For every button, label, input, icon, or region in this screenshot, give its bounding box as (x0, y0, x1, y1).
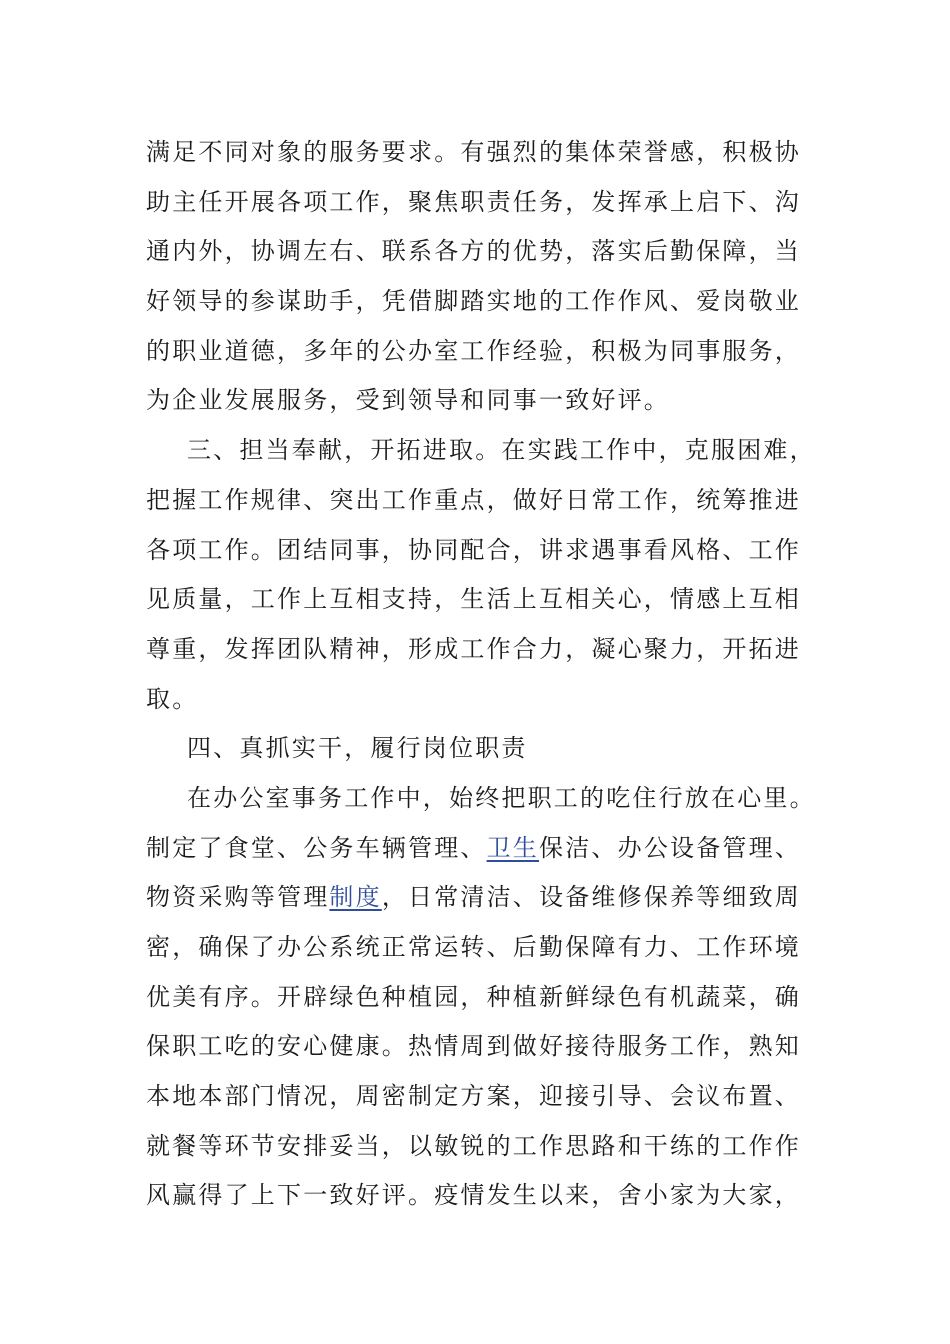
text-line: 密，确保了办公系统正常运转、后勤保障有力、工作环境 (146, 933, 801, 961)
text-segment: 制定了食堂、公务车辆管理、 (146, 833, 487, 862)
text-line: 就餐等环节安排妥当，以敏锐的工作思路和干练的工作作 (146, 1131, 801, 1160)
document-body (146, 128, 816, 1221)
text-line: 见质量，工作上互相支持，生活上互相关心，情感上互相 (146, 585, 801, 614)
link-hygiene[interactable]: 卫生 (486, 833, 540, 862)
text-line: 在办公室事务工作中，始终把职工的吃住行放在心里。 (187, 783, 816, 812)
text-line: 本地本部门情况，周密制定方案，迎接引导、会议布置、 (146, 1082, 801, 1111)
text-segment: 保洁、办公设备管理、 (539, 833, 802, 862)
text-line: 的职业道德，多年的公办室工作经验，积极为同事服务， (146, 336, 801, 365)
text-line: 优美有序。开辟绿色种植园，种植新鲜绿色有机蔬菜，确 (146, 982, 801, 1011)
text-line-with-link (146, 824, 802, 874)
section-heading-3: 三、担当奉献，开拓进取。在实践工作中，克服困难， (187, 436, 816, 465)
text-line: 把握工作规律、突出工作重点，做好日常工作，统筹推进 (146, 485, 801, 514)
text-line: 好领导的参谋助手，凭借脚踏实地的工作作风、爱岗敬业 (146, 287, 801, 316)
text-line: 各项工作。团结同事，协同配合，讲求遇事看风格、工作 (146, 535, 801, 564)
text-line: 为企业发展服务，受到领导和同事一致好评。 (146, 386, 670, 415)
text-line: 助主任开展各项工作，聚焦职责任务，发挥承上启下、沟 (146, 187, 801, 216)
text-line: 风赢得了上下一致好评。疫情发生以来，舍小家为大家， (146, 1181, 801, 1210)
text-line: 满足不同对象的服务要求。有强烈的集体荣誉感，积极协 (146, 138, 801, 166)
text-line: 尊重，发挥团队精神，形成工作合力，凝心聚力，开拓进 (146, 634, 801, 663)
text-line: 保职工吃的安心健康。热情周到做好接待服务工作，熟知 (146, 1032, 801, 1061)
link-system[interactable]: 制度 (329, 883, 382, 912)
section-heading-4: 四、真抓实干，履行岗位职责 (187, 734, 528, 763)
text-line: 通内外，协调左右、联系各方的优势，落实后勤保障，当 (146, 237, 801, 266)
text-segment: 物资采购等管理 (146, 883, 330, 912)
text-segment: ，日常清洁、设备维修保养等细致周 (381, 883, 802, 912)
text-line-with-link (146, 873, 802, 923)
text-line: 取。 (146, 684, 199, 713)
